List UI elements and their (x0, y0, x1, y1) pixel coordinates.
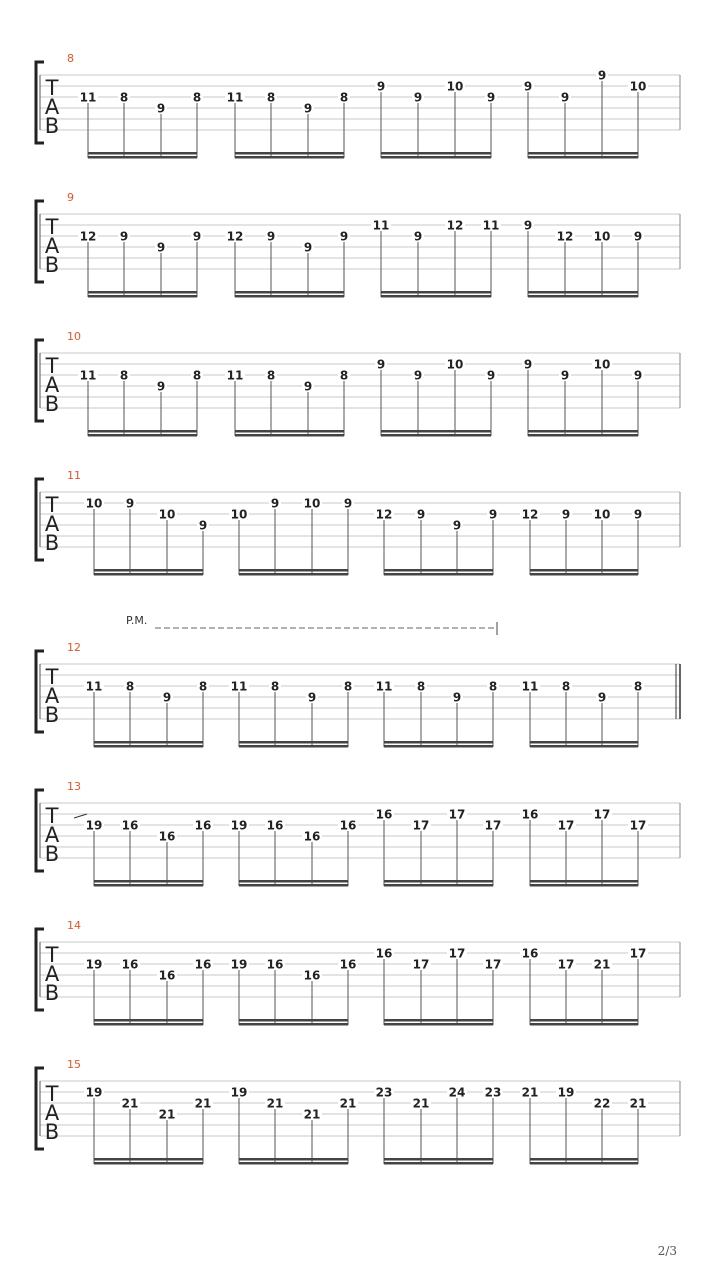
fret-number: 21 (593, 957, 611, 972)
fret-number: 16 (266, 957, 284, 972)
fret-number: 16 (158, 968, 176, 983)
beam-secondary (384, 1023, 493, 1026)
fret-number: 9 (413, 229, 423, 244)
fret-number: 11 (372, 218, 390, 233)
tab-clef-b: B (44, 981, 60, 1005)
measure-number: 8 (67, 52, 74, 65)
fret-number: 19 (85, 957, 103, 972)
beam-secondary (88, 295, 197, 298)
tab-clef-t: T (45, 1082, 59, 1106)
fret-number: 17 (484, 957, 502, 972)
fret-number: 10 (303, 496, 321, 511)
fret-number: 9 (416, 507, 426, 522)
fret-number: 9 (376, 79, 386, 94)
fret-number: 19 (230, 957, 248, 972)
beam-secondary (88, 434, 197, 437)
fret-number: 11 (521, 679, 539, 694)
fret-number: 9 (633, 507, 643, 522)
tab-clef-a: A (44, 962, 60, 986)
beam-secondary (239, 573, 348, 576)
fret-number: 11 (226, 368, 244, 383)
fret-number: 8 (633, 679, 643, 694)
fret-number: 9 (156, 240, 166, 255)
fret-number: 11 (85, 679, 103, 694)
beam-primary (239, 880, 348, 883)
beam-primary (530, 569, 638, 572)
fret-number: 9 (192, 229, 202, 244)
tab-clef-a: A (44, 823, 60, 847)
fret-number: 19 (85, 818, 103, 833)
beam-secondary (528, 295, 638, 298)
fret-number: 17 (412, 957, 430, 972)
fret-number: 16 (375, 807, 393, 822)
beam-secondary (530, 573, 638, 576)
fret-number: 9 (303, 240, 313, 255)
fret-number: 12 (375, 507, 393, 522)
beam-primary (94, 569, 203, 572)
fret-number: 21 (339, 1096, 357, 1111)
fret-number: 9 (162, 690, 172, 705)
fret-number: 9 (452, 518, 462, 533)
beam-primary (94, 1158, 203, 1161)
fret-number: 16 (194, 957, 212, 972)
fret-number: 8 (339, 90, 349, 105)
fret-number: 10 (230, 507, 248, 522)
fret-number: 11 (79, 90, 97, 105)
fret-number: 8 (125, 679, 135, 694)
fret-number: 9 (413, 368, 423, 383)
tab-clef-t: T (45, 354, 59, 378)
tab-clef-b: B (44, 253, 60, 277)
fret-number: 10 (593, 507, 611, 522)
fret-number: 8 (416, 679, 426, 694)
fret-number: 16 (521, 807, 539, 822)
tab-clef-b: B (44, 392, 60, 416)
fret-number: 9 (343, 496, 353, 511)
fret-number: 10 (85, 496, 103, 511)
beam-primary (381, 152, 491, 155)
fret-number: 8 (119, 90, 129, 105)
fret-number: 9 (413, 90, 423, 105)
beam-secondary (381, 434, 491, 437)
tab-clef-b: B (44, 842, 60, 866)
fret-number: 10 (629, 79, 647, 94)
beam-primary (88, 291, 197, 294)
tab-clef-a: A (44, 234, 60, 258)
beam-primary (94, 741, 203, 744)
fret-number: 11 (375, 679, 393, 694)
fret-number: 21 (194, 1096, 212, 1111)
beam-secondary (528, 434, 638, 437)
measure-number: 14 (67, 919, 81, 932)
measure-number: 15 (67, 1058, 81, 1071)
tab-clef-a: A (44, 373, 60, 397)
fret-number: 9 (307, 690, 317, 705)
beam-primary (94, 880, 203, 883)
fret-number: 9 (452, 690, 462, 705)
tab-clef-b: B (44, 703, 60, 727)
fret-number: 9 (303, 379, 313, 394)
beam-primary (381, 430, 491, 433)
beam-secondary (528, 156, 638, 159)
fret-number: 8 (198, 679, 208, 694)
fret-number: 10 (446, 357, 464, 372)
fret-number: 19 (557, 1085, 575, 1100)
fret-number: 17 (557, 818, 575, 833)
fret-number: 22 (593, 1096, 611, 1111)
beam-primary (239, 1019, 348, 1022)
fret-number: 9 (198, 518, 208, 533)
fret-number: 11 (79, 368, 97, 383)
fret-number: 17 (629, 946, 647, 961)
measure-number: 12 (67, 641, 81, 654)
fret-number: 21 (266, 1096, 284, 1111)
beam-secondary (384, 1162, 493, 1165)
beam-primary (528, 152, 638, 155)
fret-number: 9 (339, 229, 349, 244)
beam-primary (239, 1158, 348, 1161)
beam-secondary (381, 295, 491, 298)
measure-number: 9 (67, 191, 74, 204)
tab-clef-t: T (45, 493, 59, 517)
beam-secondary (384, 745, 493, 748)
fret-number: 9 (523, 79, 533, 94)
fret-number: 21 (121, 1096, 139, 1111)
fret-number: 9 (125, 496, 135, 511)
beam-secondary (239, 745, 348, 748)
fret-number: 12 (556, 229, 574, 244)
tab-clef-t: T (45, 665, 59, 689)
fret-number: 19 (230, 1085, 248, 1100)
beam-secondary (381, 156, 491, 159)
fret-number: 12 (521, 507, 539, 522)
beam-secondary (239, 1162, 348, 1165)
fret-number: 12 (79, 229, 97, 244)
fret-number: 9 (560, 368, 570, 383)
fret-number: 17 (629, 818, 647, 833)
fret-number: 16 (158, 829, 176, 844)
fret-number: 8 (343, 679, 353, 694)
tab-clef-b: B (44, 114, 60, 138)
fret-number: 9 (633, 229, 643, 244)
beam-primary (239, 741, 348, 744)
beam-primary (528, 430, 638, 433)
fret-number: 24 (448, 1085, 466, 1100)
fret-number: 23 (375, 1085, 393, 1100)
fret-number: 8 (119, 368, 129, 383)
fret-number: 11 (230, 679, 248, 694)
fret-number: 17 (484, 818, 502, 833)
tab-clef-a: A (44, 1101, 60, 1125)
fret-number: 16 (339, 818, 357, 833)
beam-primary (530, 1019, 638, 1022)
beam-secondary (235, 295, 344, 298)
beam-secondary (239, 884, 348, 887)
beam-primary (384, 1019, 493, 1022)
fret-number: 12 (446, 218, 464, 233)
beam-primary (381, 291, 491, 294)
tab-clef-b: B (44, 1120, 60, 1144)
fret-number: 9 (597, 690, 607, 705)
fret-number: 9 (597, 68, 607, 83)
beam-primary (530, 741, 638, 744)
tab-clef-a: A (44, 512, 60, 536)
beam-primary (235, 291, 344, 294)
beam-primary (384, 741, 493, 744)
fret-number: 16 (339, 957, 357, 972)
fret-number: 9 (486, 368, 496, 383)
fret-number: 8 (266, 90, 276, 105)
fret-number: 9 (376, 357, 386, 372)
fret-number: 21 (158, 1107, 176, 1122)
fret-number: 16 (121, 957, 139, 972)
beam-secondary (239, 1023, 348, 1026)
fret-number: 10 (446, 79, 464, 94)
fret-number: 16 (375, 946, 393, 961)
beam-primary (94, 1019, 203, 1022)
tab-clef-b: B (44, 531, 60, 555)
fret-number: 8 (192, 90, 202, 105)
beam-primary (528, 291, 638, 294)
tab-clef-t: T (45, 804, 59, 828)
fret-number: 21 (629, 1096, 647, 1111)
fret-number: 8 (561, 679, 571, 694)
fret-number: 17 (412, 818, 430, 833)
fret-number: 19 (85, 1085, 103, 1100)
fret-number: 9 (270, 496, 280, 511)
beam-secondary (94, 1162, 203, 1165)
fret-number: 10 (593, 357, 611, 372)
fret-number: 17 (557, 957, 575, 972)
fret-number: 11 (482, 218, 500, 233)
fret-number: 16 (303, 968, 321, 983)
measure-number: 13 (67, 780, 81, 793)
tab-clef-a: A (44, 684, 60, 708)
page-number: 2/3 (657, 1244, 677, 1258)
fret-number: 9 (560, 90, 570, 105)
tab-clef-t: T (45, 943, 59, 967)
fret-number: 19 (230, 818, 248, 833)
fret-number: 23 (484, 1085, 502, 1100)
beam-secondary (94, 573, 203, 576)
fret-number: 9 (633, 368, 643, 383)
fret-number: 11 (226, 90, 244, 105)
fret-number: 9 (156, 101, 166, 116)
fret-number: 16 (266, 818, 284, 833)
fret-number: 16 (521, 946, 539, 961)
fret-number: 8 (488, 679, 498, 694)
beam-primary (88, 152, 197, 155)
beam-secondary (94, 884, 203, 887)
beam-primary (530, 1158, 638, 1161)
tab-clef-a: A (44, 95, 60, 119)
fret-number: 16 (194, 818, 212, 833)
fret-number: 21 (303, 1107, 321, 1122)
fret-number: 8 (266, 368, 276, 383)
beam-primary (235, 152, 344, 155)
beam-secondary (235, 156, 344, 159)
fret-number: 9 (119, 229, 129, 244)
slide-mark (74, 814, 87, 818)
beam-primary (384, 1158, 493, 1161)
beam-secondary (88, 156, 197, 159)
tab-clef-t: T (45, 76, 59, 100)
beam-primary (239, 569, 348, 572)
beam-secondary (384, 884, 493, 887)
beam-secondary (530, 884, 638, 887)
fret-number: 8 (192, 368, 202, 383)
beam-secondary (235, 434, 344, 437)
beam-primary (235, 430, 344, 433)
measure-number: 10 (67, 330, 81, 343)
fret-number: 16 (121, 818, 139, 833)
beam-secondary (530, 1162, 638, 1165)
fret-number: 9 (488, 507, 498, 522)
fret-number: 21 (412, 1096, 430, 1111)
fret-number: 16 (303, 829, 321, 844)
fret-number: 9 (561, 507, 571, 522)
beam-primary (384, 569, 493, 572)
fret-number: 17 (448, 946, 466, 961)
measure-number: 11 (67, 469, 81, 482)
fret-number: 8 (270, 679, 280, 694)
fret-number: 9 (303, 101, 313, 116)
fret-number: 21 (521, 1085, 539, 1100)
beam-primary (384, 880, 493, 883)
beam-secondary (530, 1023, 638, 1026)
fret-number: 17 (448, 807, 466, 822)
fret-number: 9 (486, 90, 496, 105)
fret-number: 10 (158, 507, 176, 522)
tab-clef-t: T (45, 215, 59, 239)
fret-number: 9 (266, 229, 276, 244)
beam-secondary (530, 745, 638, 748)
beam-secondary (384, 573, 493, 576)
beam-secondary (94, 745, 203, 748)
beam-secondary (94, 1023, 203, 1026)
fret-number: 12 (226, 229, 244, 244)
fret-number: 10 (593, 229, 611, 244)
fret-number: 9 (523, 357, 533, 372)
fret-number: 9 (523, 218, 533, 233)
beam-primary (88, 430, 197, 433)
beam-primary (530, 880, 638, 883)
fret-number: 8 (339, 368, 349, 383)
fret-number: 9 (156, 379, 166, 394)
fret-number: 17 (593, 807, 611, 822)
palm-mute-label: P.M. (126, 614, 148, 627)
